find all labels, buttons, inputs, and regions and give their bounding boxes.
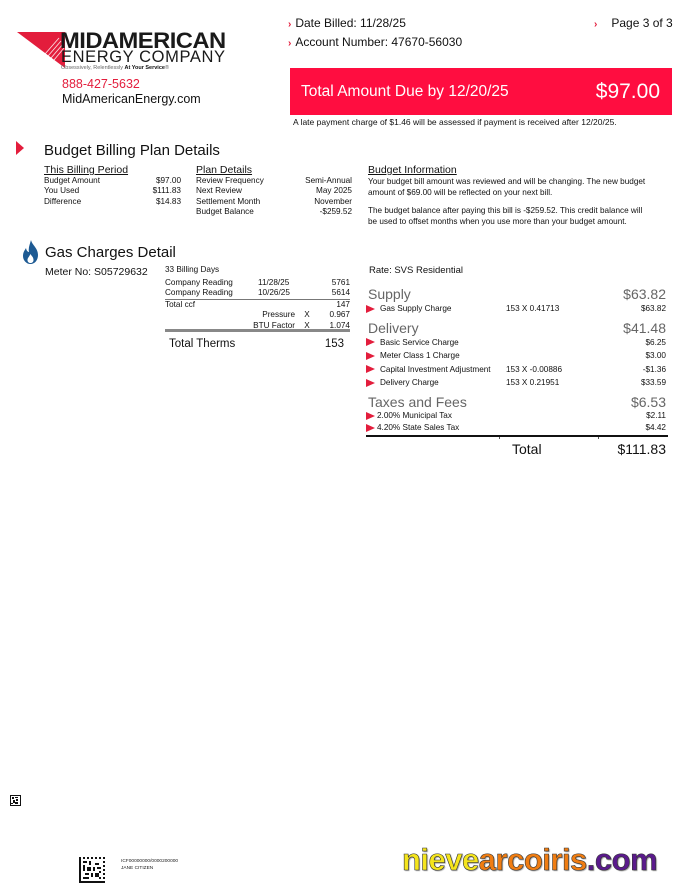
reading-value: 5761	[331, 277, 350, 287]
bullet-icon	[366, 379, 375, 387]
budget-section-title: Budget Billing Plan Details	[44, 142, 220, 159]
watermark-text	[402, 842, 657, 878]
charge-amount: $63.82	[640, 304, 666, 313]
taxes-header	[366, 394, 668, 410]
tagline-mark: ®	[164, 65, 169, 71]
charge-desc	[366, 302, 506, 316]
grand-total-value: $111.83	[617, 440, 666, 457]
charge-desc-text: Gas Supply Charge	[380, 304, 452, 313]
mailing-address-block	[121, 859, 178, 872]
bullet-icon	[366, 365, 375, 373]
company-tagline	[61, 65, 169, 71]
charge-calc: 153 X -0.00886	[506, 364, 562, 374]
taxes-total: $6.53	[630, 393, 666, 410]
customer-name: JANE CITIZEN	[121, 865, 154, 871]
multiply-sign: X	[304, 310, 310, 319]
row-label: Budget Balance	[196, 206, 254, 216]
delivery-label: Delivery	[368, 319, 419, 336]
meter-reading-table	[165, 265, 350, 351]
page-indicator	[594, 16, 673, 30]
amount-due-label: Total Amount Due by 12/20/25	[301, 82, 509, 100]
multiply-sign: X	[304, 320, 310, 329]
this-period-heading: This Billing Period	[44, 164, 129, 176]
total-ccf-value: 147	[336, 299, 350, 309]
row-value: May 2025	[316, 186, 352, 196]
plan-details	[196, 164, 352, 217]
company-name-line2: ENERGY COMPANY	[61, 48, 226, 66]
watermark-part3: .com	[586, 842, 658, 877]
watermark-part1: nieve	[402, 842, 479, 877]
reading-value: 5614	[331, 288, 350, 297]
total-ccf-row	[165, 300, 350, 311]
gas-section-title: Gas Charges Detail	[45, 244, 176, 261]
chevron-right-icon: ›	[288, 38, 292, 49]
company-logo-icon	[17, 32, 65, 68]
billing-days-text: 33 Billing Days	[165, 265, 220, 274]
divider	[165, 329, 350, 332]
chevron-right-icon: ›	[594, 19, 598, 30]
late-payment-note: A late payment charge of $1.46 will be assessed if payment is received after 12/20/25.	[293, 117, 617, 127]
charge-desc-text: Capital Investment Adjustment	[380, 364, 491, 374]
row-value: November	[314, 196, 352, 206]
watermark-part2: arcoiris	[478, 842, 587, 877]
bullet-icon	[366, 424, 375, 432]
supply-label: Supply	[368, 286, 411, 302]
charge-desc	[366, 410, 606, 422]
charge-desc-text: Delivery Charge	[380, 378, 439, 387]
company-name-line1: MIDAMERICAN	[60, 28, 226, 53]
pressure-row	[165, 310, 350, 321]
charge-desc-text: Basic Service Charge	[380, 337, 459, 347]
charge-line	[366, 422, 668, 434]
amount-due-value: $97.00	[595, 79, 660, 103]
this-billing-period	[44, 164, 181, 207]
budget-info-paragraph-1: Your budget bill amount was reviewed and will be changing. The new budget amount of $69.00 will be reflected on your next bill.	[368, 177, 646, 197]
charge-amount: $33.59	[640, 378, 666, 387]
gas-flame-icon	[22, 240, 39, 264]
total-therms-label: Total Therms	[169, 337, 236, 350]
btu-label: BTU Factor	[253, 320, 295, 329]
row-label: Review Frequency	[196, 176, 264, 185]
meter-number: Meter No: S05729632	[45, 266, 148, 278]
btu-value: 1.074	[329, 320, 350, 329]
row-value: $111.83	[152, 186, 181, 196]
total-therms-row	[165, 337, 350, 351]
rate-label: Rate: SVS Residential	[369, 265, 463, 276]
charge-desc-text: 4.20% State Sales Tax	[377, 422, 460, 432]
row-value: $97.00	[155, 176, 181, 185]
bullet-icon	[366, 305, 375, 313]
charge-desc	[366, 363, 506, 377]
supply-total: $63.82	[623, 286, 666, 302]
charge-desc	[366, 336, 506, 350]
delivery-header	[366, 320, 668, 336]
charge-amount: $6.25	[645, 337, 666, 347]
charge-desc-text: Meter Class 1 Charge	[380, 351, 460, 360]
row-label: Difference	[44, 196, 82, 206]
tick-mark	[598, 437, 599, 439]
charge-amount: -$1.36	[642, 364, 666, 374]
charge-desc	[366, 376, 506, 390]
bullet-icon	[366, 352, 375, 360]
charge-calc: 153 X 0.41713	[506, 304, 560, 313]
bullet-icon	[366, 338, 375, 346]
total-ccf-label: Total ccf	[165, 299, 196, 309]
spacer	[366, 441, 512, 457]
reading-date: 10/26/25	[258, 288, 290, 297]
chevron-right-icon: ›	[288, 19, 292, 30]
charge-amount: $2.11	[646, 410, 666, 420]
charge-line	[366, 336, 668, 350]
row-value: $14.83	[155, 196, 181, 206]
period-row	[44, 197, 181, 207]
charge-desc-text: 2.00% Municipal Tax	[377, 410, 452, 420]
reading-date: 11/28/25	[258, 277, 290, 287]
bullet-icon	[366, 412, 375, 420]
charge-line	[366, 363, 668, 377]
barcode-code: ICF00000000/0000200000	[121, 859, 179, 864]
plan-row	[196, 176, 352, 186]
grand-total-label: Total	[512, 440, 542, 457]
row-value: -$259.52	[319, 206, 352, 216]
page-text: Page 3 of 3	[611, 16, 673, 30]
company-website-link[interactable]: MidAmericanEnergy.com	[62, 92, 201, 106]
amount-due-banner	[290, 68, 672, 115]
reading-row	[165, 288, 350, 299]
tick-mark	[499, 437, 500, 439]
pressure-value: 0.967	[329, 310, 350, 319]
charge-line	[366, 410, 668, 422]
row-label: Budget Amount	[44, 176, 100, 185]
budget-info-heading: Budget Information	[368, 164, 457, 176]
period-row	[44, 176, 181, 186]
plan-row	[196, 207, 352, 217]
supply-header	[366, 286, 668, 302]
pressure-label: Pressure	[262, 310, 295, 319]
budget-information	[368, 164, 648, 227]
charge-desc	[366, 349, 506, 363]
charge-amount: $3.00	[645, 351, 666, 360]
tagline-bold: At Your Service	[124, 65, 165, 71]
datamatrix-barcode-icon	[79, 857, 105, 883]
row-label: Settlement Month	[196, 196, 261, 206]
budget-info-paragraph-2: The budget balance after paying this bill is -$259.52. This credit balance will be used to offset months when you use more than your budget amount.	[368, 206, 643, 226]
row-label: You Used	[44, 186, 80, 196]
charge-amount: $4.42	[645, 422, 666, 432]
total-therms-value: 153	[324, 337, 344, 350]
plan-row	[196, 186, 352, 196]
account-number-text: Account Number: 47670-56030	[295, 35, 463, 49]
btu-row	[165, 321, 350, 329]
charge-line	[366, 302, 668, 316]
taxes-label: Taxes and Fees	[368, 393, 467, 410]
total-divider	[366, 435, 668, 437]
charge-desc	[366, 422, 606, 434]
section-marker-icon	[16, 141, 24, 155]
period-row	[44, 186, 181, 196]
tagline-prefix: Obsessively, Relentlessly	[61, 65, 125, 71]
row-label: Next Review	[196, 186, 242, 196]
charge-line	[366, 376, 668, 390]
grand-total-row	[366, 441, 668, 457]
reading-label: Company Reading	[165, 288, 233, 297]
small-barcode-icon	[10, 795, 21, 806]
delivery-total: $41.48	[623, 319, 666, 336]
date-billed	[288, 16, 406, 30]
plan-details-heading: Plan Details	[196, 164, 253, 176]
charge-calc: 153 X 0.21951	[506, 378, 560, 387]
plan-row	[196, 197, 352, 207]
reading-row	[165, 278, 350, 289]
date-billed-text: Date Billed: 11/28/25	[295, 16, 406, 30]
charge-line	[366, 349, 668, 363]
reading-label: Company Reading	[165, 277, 233, 287]
row-value: Semi-Annual	[305, 176, 352, 185]
charges-breakdown	[366, 265, 668, 457]
account-number	[288, 35, 462, 49]
company-phone[interactable]: 888-427-5632	[62, 77, 140, 91]
billing-days	[165, 265, 350, 276]
